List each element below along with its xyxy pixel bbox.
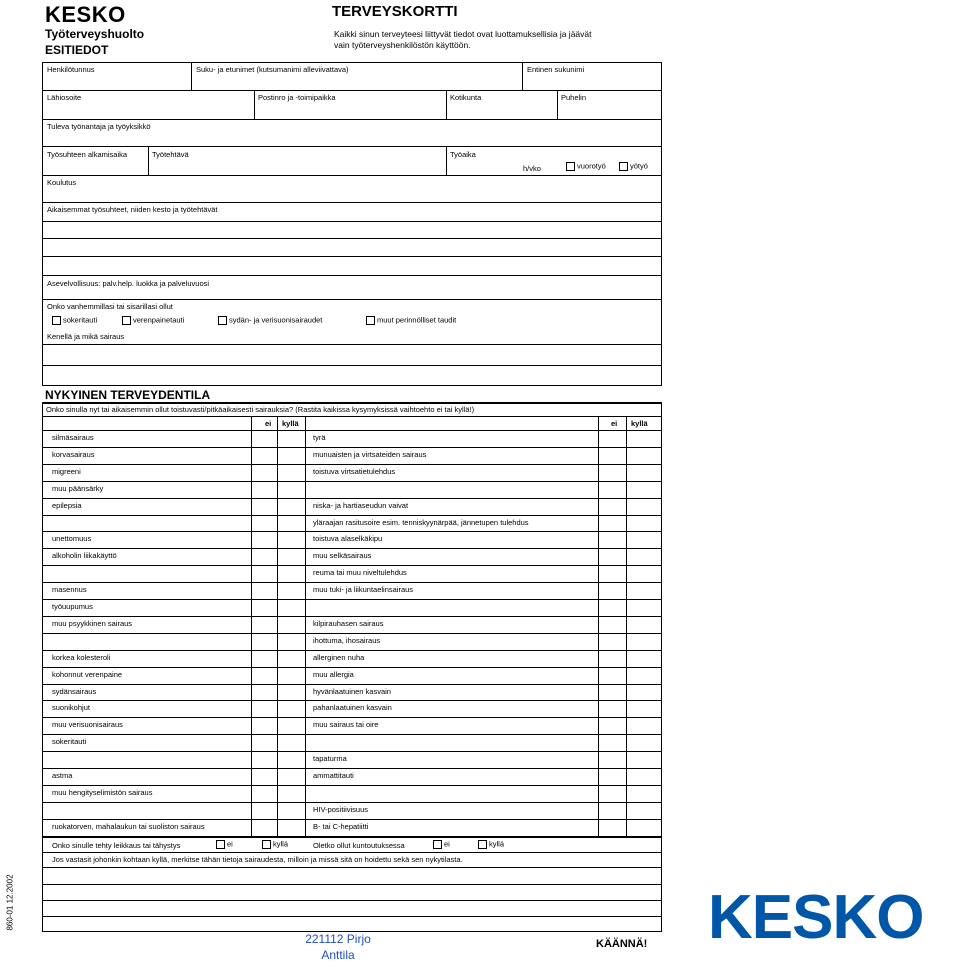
checkbox-perinnolliset[interactable] (366, 316, 456, 325)
disease-label-right: tapaturma (313, 754, 347, 763)
answer-cell-ei[interactable] (251, 430, 277, 446)
disease-label-right: muu sairaus tai oire (313, 720, 379, 729)
checkbox-sokeritauti[interactable] (52, 316, 97, 325)
answer-cell-kylla[interactable] (626, 599, 660, 615)
disease-label-left: korkea kolesteroli (52, 653, 111, 662)
followup-instruction: Jos vastasit johonkin kohtaan kyllä, merkitse tähän tietoja sairaudesta, milloin ja missä sitä on hoidettu sekä sen nykytilasta. (52, 855, 463, 864)
checkbox-label: ei (227, 839, 233, 849)
label-tyoaika: Työaika (450, 150, 476, 159)
disease-label-right: toistuva alaselkäkipu (313, 534, 383, 543)
answer-cell-ei[interactable] (598, 667, 626, 683)
disease-label-right: hyvänlaatuinen kasvain (313, 687, 391, 696)
answer-cell-ei[interactable] (251, 498, 277, 514)
table-row-line (42, 447, 662, 448)
disease-label-left: muu verisuonisairaus (52, 720, 123, 729)
answer-cell-ei[interactable] (598, 548, 626, 564)
answer-cell-ei[interactable] (251, 599, 277, 615)
disease-label-left: muu päänsärky (52, 484, 104, 493)
table-row-line (42, 464, 662, 465)
checkbox-label: kyllä (273, 839, 289, 849)
answer-cell-kylla[interactable] (277, 819, 305, 835)
answer-cell-kylla[interactable] (277, 430, 305, 446)
answer-cell-ei[interactable] (598, 531, 626, 547)
org-name: Työterveyshuolto (45, 27, 145, 41)
answer-cell-kylla[interactable] (277, 684, 305, 700)
table-row-line (42, 650, 662, 651)
answer-cell-ei[interactable] (598, 819, 626, 835)
answer-cell-kylla[interactable] (277, 599, 305, 615)
question-kuntoutus: Oletko ollut kuntoutuksessa (313, 841, 405, 850)
answer-cell-kylla[interactable] (626, 751, 660, 767)
answer-cell-kylla[interactable] (277, 667, 305, 683)
table-row-line (42, 785, 662, 786)
checkbox-label: yötyö (630, 161, 648, 171)
disease-label-right: ihottuma, ihosairaus (313, 636, 381, 645)
answer-cell-kylla[interactable] (626, 768, 660, 784)
answer-cell-ei[interactable] (251, 616, 277, 632)
col-header-ei-left: ei (265, 419, 272, 428)
checkbox-box[interactable] (566, 162, 575, 171)
answer-cell-ei[interactable] (598, 565, 626, 581)
answer-cell-kylla[interactable] (626, 582, 660, 598)
disease-label-left: alkoholin liikakäyttö (52, 551, 117, 560)
label-henkilotunnus: Henkilötunnus (47, 65, 95, 74)
answer-cell-ei[interactable] (598, 633, 626, 649)
label-aiemmat-tyosuhteet: Aikaisemmat työsuhteet, niiden kesto ja työtehtävät (47, 205, 218, 214)
checkbox-label: sydän- ja verisuonisairaudet (229, 315, 323, 325)
disease-label-left: astma (52, 771, 73, 780)
checkbox-kuntoutus-kylla[interactable] (478, 840, 504, 849)
answer-cell-kylla[interactable] (277, 751, 305, 767)
table-row-line (42, 515, 662, 516)
checkbox-leikkaus-ei[interactable] (216, 840, 233, 849)
answer-cell-kylla[interactable] (277, 717, 305, 733)
table-row-line (42, 430, 662, 431)
disease-label-right: reuma tai muu niveltulehdus (313, 568, 407, 577)
answer-cell-ei[interactable] (598, 447, 626, 463)
answer-cell-kylla[interactable] (277, 464, 305, 480)
answer-cell-kylla[interactable] (626, 785, 660, 801)
answer-cell-ei[interactable] (251, 531, 277, 547)
checkbox-label: muut perinnölliset taudit (377, 315, 457, 325)
label-puhelin: Puhelin (561, 93, 587, 102)
intro-text-line2: vain työterveyshenkilöstön käyttöön. (334, 40, 471, 50)
answer-cell-kylla[interactable] (626, 430, 660, 446)
question-sairaudet: Onko sinulla nyt tai aikaisemmin ollut toistuvasti/pitkäaikaisesti sairauksia? (Rastita kaikissa kysymyksissä vaihtoehto ei tai kyllä!) (46, 405, 475, 414)
answer-cell-kylla[interactable] (626, 667, 660, 683)
label-tyotehtava: Työtehtävä (152, 150, 189, 159)
answer-cell-ei[interactable] (598, 515, 626, 531)
disease-label-right: ammattitauti (313, 771, 354, 780)
answer-cell-kylla[interactable] (277, 515, 305, 531)
checkbox-vuorotyo[interactable] (566, 162, 606, 171)
checkbox-box[interactable] (262, 840, 271, 849)
answer-cell-ei[interactable] (251, 548, 277, 564)
answer-cell-ei[interactable] (598, 717, 626, 733)
answer-cell-ei[interactable] (251, 667, 277, 683)
disease-label-left: muu hengityselimistön sairaus (52, 788, 153, 797)
table-row-line (42, 802, 662, 803)
table-row-line (42, 481, 662, 482)
disease-label-right: B- tai C-hepatiitti (313, 822, 369, 831)
table-row-line (42, 819, 662, 820)
answer-cell-ei[interactable] (251, 819, 277, 835)
answer-cell-ei[interactable] (251, 684, 277, 700)
answer-cell-ei[interactable] (251, 633, 277, 649)
answer-cell-ei[interactable] (251, 565, 277, 581)
user-label: 221112 Pirjo Anttila (305, 932, 371, 962)
answer-cell-ei[interactable] (598, 751, 626, 767)
table-row-line (42, 582, 662, 583)
answer-cell-ei[interactable] (598, 599, 626, 615)
answer-cell-kylla[interactable] (277, 734, 305, 750)
answer-cell-kylla[interactable] (626, 650, 660, 666)
esitiedot-grid (42, 62, 662, 386)
answer-cell-kylla[interactable] (277, 548, 305, 564)
disease-label-right: muu allergia (313, 670, 354, 679)
checkbox-label: vuorotyö (577, 161, 606, 171)
disease-label-right: kilpirauhasen sairaus (313, 619, 384, 628)
answer-cell-ei[interactable] (598, 430, 626, 446)
answer-cell-kylla[interactable] (626, 498, 660, 514)
answer-cell-kylla[interactable] (626, 481, 660, 497)
label-tuleva-tyonantaja: Tuleva työnantaja ja työyksikkö (47, 122, 151, 131)
answer-cell-ei[interactable] (598, 802, 626, 818)
table-row-line (42, 599, 662, 600)
answer-cell-kylla[interactable] (626, 531, 660, 547)
table-row-line (42, 700, 662, 701)
answer-cell-ei[interactable] (598, 700, 626, 716)
checkbox-sydansairaudet[interactable] (218, 316, 322, 325)
answer-cell-kylla[interactable] (626, 819, 660, 835)
answer-cell-kylla[interactable] (277, 650, 305, 666)
disease-label-left: unettomuus (52, 534, 92, 543)
table-row-line (42, 616, 662, 617)
disease-label-right: niska- ja hartiaseudun vaivat (313, 501, 409, 510)
disease-label-left: sokeritauti (52, 737, 87, 746)
disease-label-left: epilepsia (52, 501, 82, 510)
label-koulutus: Koulutus (47, 178, 77, 187)
disease-label-right: tyrä (313, 433, 326, 442)
label-kotikunta: Kotikunta (450, 93, 482, 102)
answer-cell-ei[interactable] (598, 464, 626, 480)
answer-cell-ei[interactable] (251, 650, 277, 666)
table-row-line (42, 717, 662, 718)
label-kenella: Kenellä ja mikä sairaus (47, 332, 125, 341)
col-header-ei-right: ei (611, 419, 618, 428)
checkbox-yotyo[interactable] (619, 162, 648, 171)
answer-cell-kylla[interactable] (277, 531, 305, 547)
table-row-line (42, 768, 662, 769)
checkbox-box[interactable] (218, 316, 227, 325)
section-esitiedot-title: ESITIEDOT (45, 43, 109, 57)
side-form-code: 860-01 12.2002 (5, 874, 15, 931)
disease-label-right: HIV-positiivisuus (313, 805, 369, 814)
answer-cell-kylla[interactable] (626, 717, 660, 733)
checkbox-label: kyllä (489, 839, 505, 849)
disease-label-left: muu psyykkinen sairaus (52, 619, 133, 628)
disease-label-left: kohonnut verenpaine (52, 670, 123, 679)
answer-cell-kylla[interactable] (626, 447, 660, 463)
answer-cell-ei[interactable] (251, 464, 277, 480)
answer-cell-kylla[interactable] (626, 633, 660, 649)
answer-cell-ei[interactable] (598, 734, 626, 750)
answer-cell-kylla[interactable] (277, 481, 305, 497)
answer-cell-kylla[interactable] (277, 802, 305, 818)
answer-cell-ei[interactable] (251, 582, 277, 598)
table-row-line (42, 548, 662, 549)
label-lahiosoite: Lähiosoite (47, 93, 82, 102)
answer-cell-kylla[interactable] (277, 616, 305, 632)
answer-cell-ei[interactable] (598, 498, 626, 514)
checkbox-box[interactable] (478, 840, 487, 849)
answer-cell-kylla[interactable] (626, 616, 660, 632)
answer-cell-ei[interactable] (598, 785, 626, 801)
table-row-line (42, 667, 662, 668)
table-row-line (42, 751, 662, 752)
disease-label-left: suonikohjut (52, 703, 90, 712)
answer-cell-ei[interactable] (598, 616, 626, 632)
checkbox-leikkaus-kylla[interactable] (262, 840, 288, 849)
disease-label-left: ruokatorven, mahalaukun tai suoliston sairaus (52, 822, 205, 831)
answer-cell-ei[interactable] (598, 582, 626, 598)
answer-cell-kylla[interactable] (626, 734, 660, 750)
answer-cell-ei[interactable] (598, 768, 626, 784)
label-nimi: Suku- ja etunimet (kutsumanimi alleviivattava) (196, 65, 349, 74)
disease-label-right: muu selkäsairaus (313, 551, 372, 560)
kaanna-text: KÄÄNNÄ! (596, 938, 648, 950)
answer-cell-ei[interactable] (251, 802, 277, 818)
answer-cell-ei[interactable] (251, 700, 277, 716)
label-entinen-sukunimi: Entinen sukunimi (527, 65, 585, 74)
table-row-line (42, 531, 662, 532)
form-title: TERVEYSKORTTI (332, 3, 458, 20)
answer-cell-kylla[interactable] (626, 464, 660, 480)
answer-cell-ei[interactable] (251, 785, 277, 801)
answer-cell-kylla[interactable] (277, 447, 305, 463)
checkbox-box[interactable] (619, 162, 628, 171)
answer-cell-kylla[interactable] (277, 498, 305, 514)
table-row-line (42, 734, 662, 735)
col-header-kylla-left: kyllä (282, 419, 299, 428)
table-row-line (42, 498, 662, 499)
answer-cell-ei[interactable] (251, 515, 277, 531)
answer-cell-kylla[interactable] (626, 565, 660, 581)
answer-cell-ei[interactable] (598, 481, 626, 497)
answer-cell-ei[interactable] (598, 684, 626, 700)
disease-label-right: yläraajan rasitusoire esim. tenniskyynärpää, jännetupen tulehdus (313, 518, 529, 527)
table-row-line (42, 565, 662, 566)
section-nykyinen-title: NYKYINEN TERVEYDENTILA (45, 388, 211, 402)
answer-cell-kylla[interactable] (626, 684, 660, 700)
checkbox-label: ei (444, 839, 450, 849)
label-postinro: Postinro ja -toimipaikka (258, 93, 336, 102)
label-hvko: h/vko (523, 164, 541, 173)
answer-cell-ei[interactable] (251, 447, 277, 463)
disease-label-left: silmäsairaus (52, 433, 94, 442)
checkbox-kuntoutus-ei[interactable] (433, 840, 450, 849)
intro-text-line1: Kaikki sinun terveyteesi liittyvät tiedot ovat luottamuksellisia ja jäävät (334, 29, 592, 39)
checkbox-label: sokeritauti (63, 315, 98, 325)
answer-cell-ei[interactable] (598, 650, 626, 666)
answer-cell-ei[interactable] (251, 717, 277, 733)
disease-label-left: sydänsairaus (52, 687, 97, 696)
disease-label-right: allerginen nuha (313, 653, 365, 662)
checkbox-label: verenpainetauti (133, 315, 185, 325)
answer-cell-kylla[interactable] (277, 785, 305, 801)
checkbox-box[interactable] (216, 840, 225, 849)
answer-cell-ei[interactable] (251, 768, 277, 784)
label-tyosuhteen-alku: Työsuhteen alkamisaika (47, 150, 128, 159)
label-vanhemmat: Onko vanhemmillasi tai sisarillasi ollut (47, 302, 173, 311)
answer-cell-ei[interactable] (251, 751, 277, 767)
disease-label-right: toistuva virtsatietulehdus (313, 467, 396, 476)
answer-cell-kylla[interactable] (277, 700, 305, 716)
checkbox-verenpainetauti[interactable] (122, 316, 184, 325)
checkbox-box[interactable] (366, 316, 375, 325)
kesko-brand-title: KESKO (45, 2, 126, 27)
disease-label-left: työuupumus (52, 602, 93, 611)
table-column-line (305, 416, 306, 837)
checkbox-box[interactable] (433, 840, 442, 849)
answer-cell-kylla[interactable] (277, 565, 305, 581)
table-row-line (42, 684, 662, 685)
disease-label-left: korvasairaus (52, 450, 95, 459)
answer-cell-kylla[interactable] (277, 582, 305, 598)
disease-label-right: munuaisten ja virtsateiden sairaus (313, 450, 427, 459)
disease-label-right: muu tuki- ja liikuntaelinsairaus (313, 585, 414, 594)
answer-cell-kylla[interactable] (277, 633, 305, 649)
disease-label-left: migreeni (52, 467, 81, 476)
answer-cell-kylla[interactable] (626, 700, 660, 716)
answer-cell-kylla[interactable] (277, 768, 305, 784)
answer-cell-kylla[interactable] (626, 515, 660, 531)
disease-label-right: pahanlaatuinen kasvain (313, 703, 392, 712)
question-leikkaus: Onko sinulle tehty leikkaus tai tähystys (52, 841, 181, 850)
label-asevelvollisuus: Asevelvollisuus: palv.help. luokka ja palveluvuosi (47, 279, 210, 288)
table-row-line (42, 633, 662, 634)
disease-label-left: masennus (52, 585, 87, 594)
answer-cell-kylla[interactable] (626, 548, 660, 564)
kesko-logo: KESKO (708, 883, 924, 952)
answer-cell-ei[interactable] (251, 481, 277, 497)
answer-cell-ei[interactable] (251, 734, 277, 750)
answer-cell-kylla[interactable] (626, 802, 660, 818)
col-header-kylla-right: kyllä (631, 419, 648, 428)
checkbox-box[interactable] (122, 316, 131, 325)
checkbox-box[interactable] (52, 316, 61, 325)
